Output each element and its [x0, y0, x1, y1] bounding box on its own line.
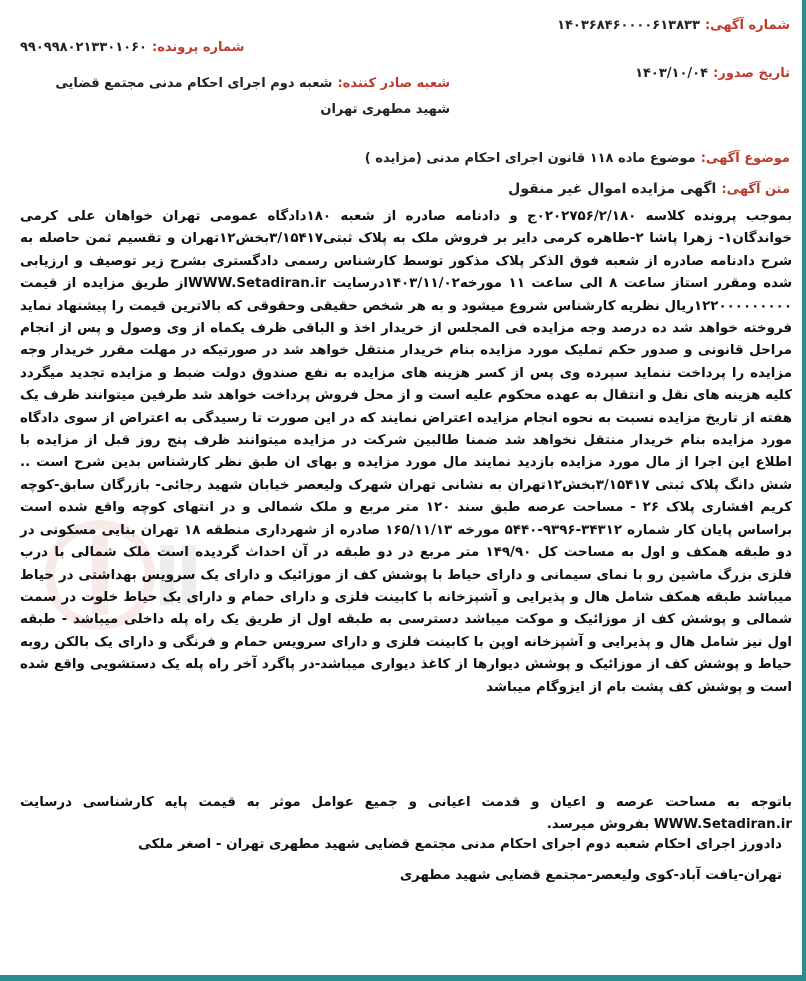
subject-row	[20, 147, 790, 166]
ad-closing-paragraph: باتوجه به مساحت عرصه و اعیان و قدمت اعیانی و جمیع عوامل موثر به قیمت پایه کارشناسی درسایت WWW.Setadiran.ir بفروش میرسد.	[20, 795, 792, 833]
signature-line: دادورز اجرای احکام شعبه دوم اجرای احکام مدنی مجتمع قضایی شهید مطهری تهران - اصغر ملکی	[138, 837, 782, 852]
address-line: تهران-یافت آباد-کوی ولیعصر-مجتمع قضایی شهید مطهری	[399, 868, 782, 883]
ad-number-row	[410, 14, 790, 33]
file-number-label: شماره پرونده:	[152, 40, 245, 55]
file-number-value: ۹۹۰۹۹۸۰۲۱۳۳۰۱۰۶۰	[20, 40, 147, 55]
ad-number-value: ۱۴۰۳۶۸۴۶۰۰۰۰۶۱۳۸۳۳	[557, 18, 700, 33]
subject-label: موضوع آگهی:	[700, 151, 790, 166]
issue-date-row	[410, 62, 790, 81]
issue-date-label: تاریخ صدور:	[713, 66, 790, 81]
issue-date-value: ۱۴۰۳/۱۰/۰۴	[635, 66, 709, 81]
issuer-label: شعبه صادر کننده:	[337, 76, 450, 91]
text-label: متن آگهی:	[721, 182, 790, 197]
issuer-value: شعبه دوم اجرای احکام مدنی مجتمع قضایی شهید مطهری تهران	[55, 76, 450, 117]
ad-body-paragraph: بموجب پرونده کلاسه ۰۲۰۲۷۵۶/۲/۱۸۰ج و دادنامه صادره از شعبه ۱۸۰دادگاه عمومی تهران خواهان علی کرمی خواندگان۱- زهرا پاشا ۲-طاهره کرمی دایر بر فروش ملک به پلاک ثبتی۳/۱۵۴۱۷بخش۱۲تهران و تقسیم ثمن حاصله به شرح دادنامه صادره از شعبه فوق الذکر پلاک مذکور توسط کارشناس رسمی دادگستری بشرح زیر توصیف و ارزیابی شده ومقرر استاز ساعت ۸ الی ساعت ۱۱ مورخه۱۴۰۳/۱۱/۰۲درسایت WWW.Setadiran.irاز طریق مزایده از قیمت ۱۲۲۰۰۰۰۰۰۰۰۰ریال نظریه کارشناس شروع میشود و به هر شخص حقیقی وحقوقی که بالاترین قیمت را پیشنهاد نماید فروخته خواهد شد ده درصد وجه مزایده فی المجلس از خریدار اخذ و الباقی ظرف یکماه از وی وصول و پس از انجام مراحل قانونی و صدور حکم تملیک مورد مزایده بنام خریدار منتقل خواهد شد در صورتیکه در مهلت مقرر خریدار وجه مزایده را پرداخت ننماید سپرده وی پس از کسر هزینه های مزایده به نفع صندوق دولت ضبط و مزایده تجدید میگردد کلیه هزینه های نقل و انتقال به عهده محکوم علیه است و از محل فروش پرداخت خواهد شد طرفین میتوانند ظرف یک هفته از تاریخ مزایده نسبت به نحوه انجام مزایده اعتراض نمایند که در این صورت تا رسیدگی به اعتراض از سوی دادگاه مورد مزایده بنام خریدار منتقل نخواهد شد ضمنا طالبین شرکت در مزایده میتوانند ظرف پنج روز قبل از مزایده با اطلاع این اجرا از مال مورد مزایده بازدید نمایند مال مورد مزایده و بهای ان طبق نظر کارشناس بدین شرح است .. شش دانگ پلاک ثبتی ۳/۱۵۴۱۷بخش۱۲تهران به نشانی تهران شهرک ولیعصر خیابان شهید رجائی- بازرگان سابق-کوچه کریم افشاری پلاک ۲۶ - مساحت عرصه طبق سند ۱۲۰ متر مربع و ملک شمالی و در انتهای کوچه واقع شده است براساس پایان کار شماره ۳۴۳۱۲-۹۳۹۶-۵۴۴۰ مورخه ۱۶۵/۱۱/۱۳ صادره از شهرداری منطقه ۱۸ تهران بنایی مسکونی در دو طبقه همکف و اول به مساحت کل ۱۴۹/۹۰ متر مربع در دو طبقه در آن احداث گردیده است ملک شمالی با درب فلزی بزرگ ماشین رو با نمای سیمانی و دارای حیاط با پوشش کف از موزائیک و دارای یک سرویس بهداشتی در حیاط میباشد طبقه همکف شامل هال و پذیرایی و آشپزخانه با کابینت فلزی و دارای حمام و دارای یک حیاط خلوت در سمت شمالی و پوشش کف از موزائیک و موکت میباشد دسترسی به طبقه اول از طریق یک راه پله داخلی میباشد - طبقه اول نیز شامل هال و پذیرایی و آشپزخانه اوپن با کابینت فلزی و دارای سرویس حمام و فرنگی و دارای یک بالکن روبه حیاط و پوشش کف از موزائیک و پوشش دیوارها از کاغذ دیواری میباشد-در پاگرد آخر راه پله یک دستشویی واقع شده است و پوشش کف پشت بام از ایزوگام میباشد	[20, 209, 793, 695]
ad-title: اگهی مزایده اموال غیر منقول	[508, 181, 717, 197]
subject-value: موضوع ماده ۱۱۸ قانون اجرای احکام مدنی (مزایده )	[364, 151, 696, 166]
file-number-row	[20, 36, 450, 55]
ad-number-label: شماره آگهی:	[704, 18, 790, 33]
bottom-border	[0, 975, 806, 981]
text-title-row	[20, 178, 790, 197]
issuer-row	[20, 70, 450, 122]
